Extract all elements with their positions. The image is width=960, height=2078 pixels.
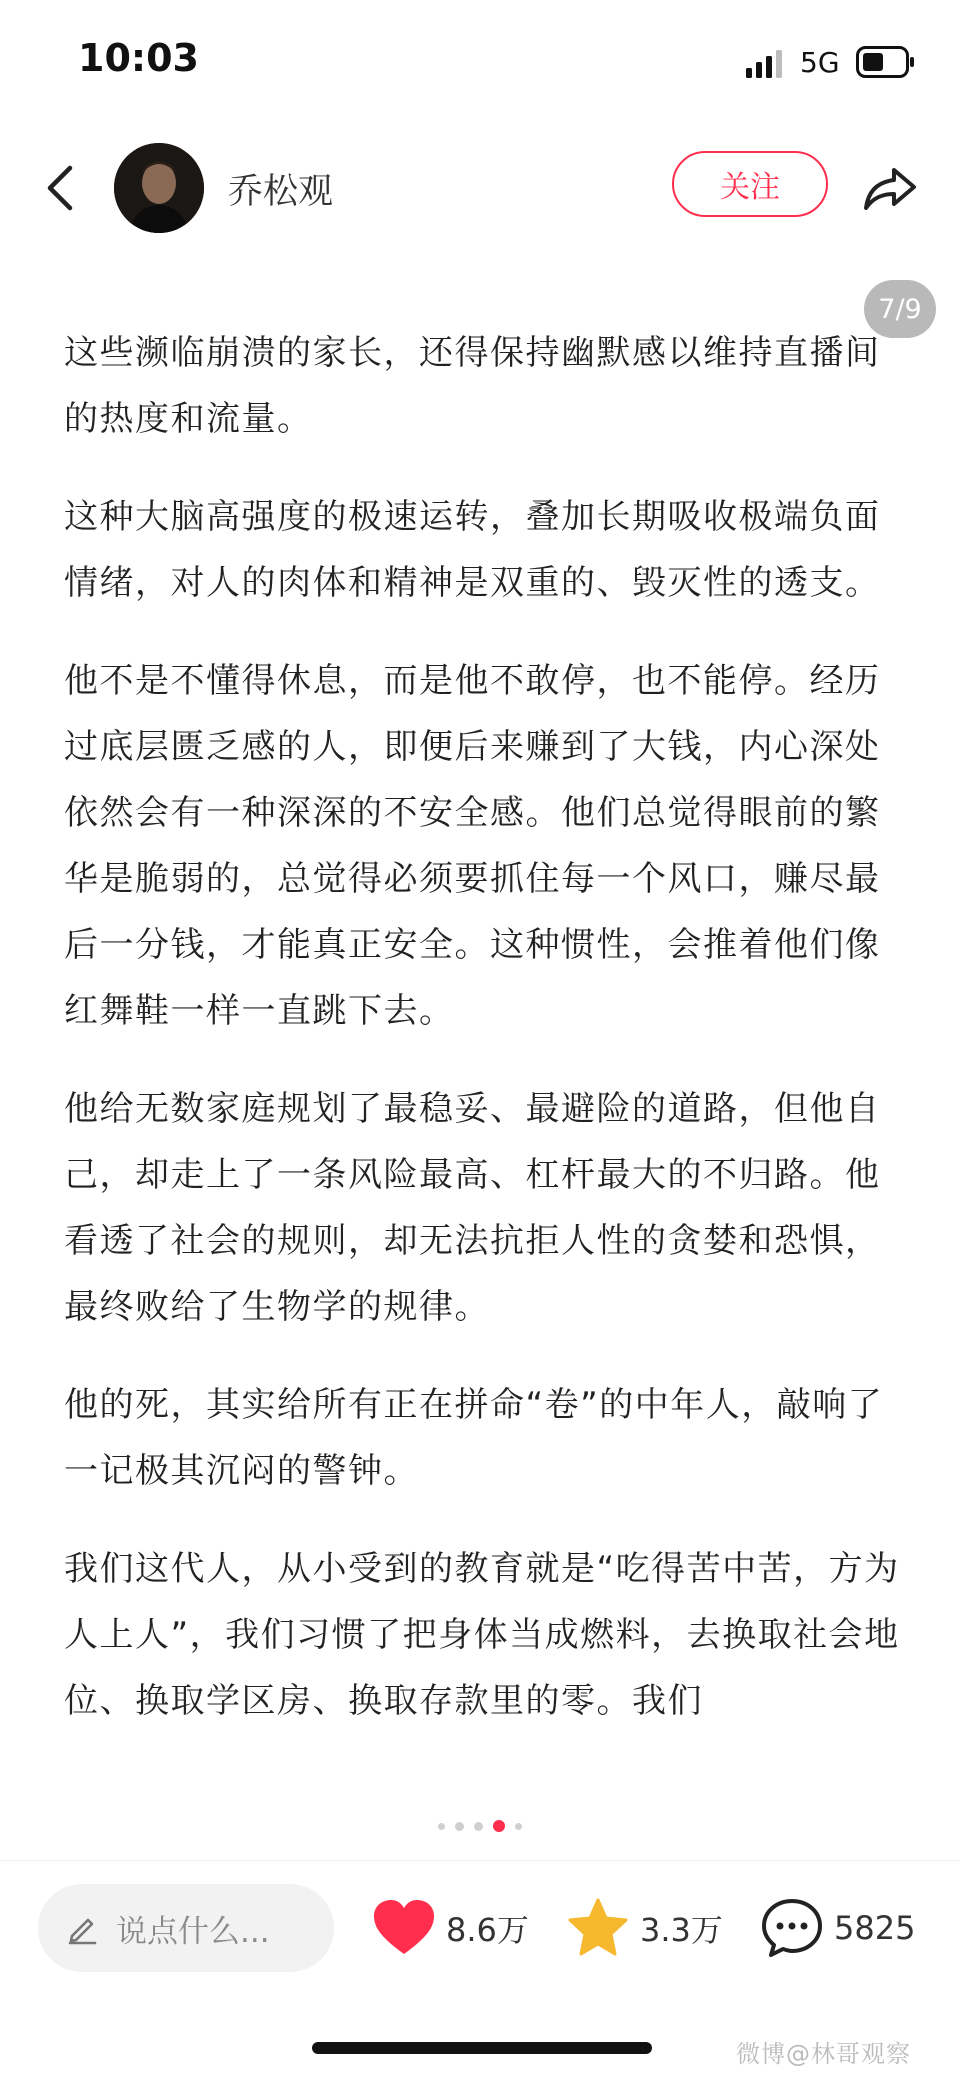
signal-icon: [746, 50, 786, 78]
pagination-dot-active[interactable]: [493, 1820, 505, 1832]
pagination-dot[interactable]: [455, 1822, 464, 1831]
collect-button[interactable]: [566, 1890, 723, 1966]
comment-bubble-icon: [760, 1897, 824, 1959]
pagination-dot[interactable]: [438, 1823, 445, 1830]
share-icon[interactable]: [860, 158, 920, 218]
paragraph: 我们这代人，从小受到的教育就是“吃得苦中苦，方为人上人”，我们习惯了把身体当成燃料，去换取社会地位、换取学区房、换取存款里的零。我们: [64, 1549, 900, 1721]
back-arrow-icon[interactable]: [38, 158, 86, 218]
status-time: 10:03: [78, 36, 199, 80]
pagination-dot[interactable]: [515, 1823, 522, 1830]
article-body: [64, 320, 904, 1766]
paragraph: 他的死，其实给所有正在拼命“卷”的中年人，敲响了一记极其沉闷的警钟。: [64, 1385, 884, 1491]
home-indicator[interactable]: [312, 2042, 652, 2054]
star-icon: [566, 1897, 630, 1959]
paragraph: 他给无数家庭规划了最稳妥、最避险的道路，但他自己，却走上了一条风险最高、杠杆最大的不归路。他看透了社会的规则，却无法抗拒人性的贪婪和恐惧，最终败给了生物学的规律。: [64, 1089, 881, 1327]
status-bar: [0, 0, 960, 120]
follow-button[interactable]: 关注: [672, 151, 828, 217]
comment-input[interactable]: [38, 1884, 334, 1972]
post-header: [0, 140, 960, 240]
pagination-dots: [0, 1820, 960, 1832]
network-label: 5G: [800, 46, 840, 79]
comment-placeholder: 说点什么...: [116, 1913, 270, 1950]
collect-count: 3.3万: [640, 1911, 723, 1949]
paragraph: 这些濒临崩溃的家长，还得保持幽默感以维持直播间的热度和流量。: [64, 333, 881, 439]
author-name[interactable]: 乔松观: [228, 172, 334, 212]
like-button[interactable]: [372, 1890, 529, 1966]
watermark: 微博@林哥观察: [736, 2040, 911, 2068]
paragraph: 他不是不懂得休息，而是他不敢停，也不能停。经历过底层匮乏感的人，即便后来赚到了大钱，内心深处依然会有一种深深的不安全感。他们总觉得眼前的繁华是脆弱的，总觉得必须要抓住每一个风口，赚尽最后一分钱，才能真正安全。这种惯性，会推着他们像红舞鞋一样一直跳下去。: [64, 661, 881, 1031]
bottom-divider: [0, 1860, 960, 1861]
like-count: 8.6万: [446, 1911, 529, 1949]
avatar-image: [114, 143, 204, 233]
battery-icon: [856, 46, 916, 78]
paragraph: 这种大脑高强度的极速运转，叠加长期吸收极端负面情绪，对人的肉体和精神是双重的、毁灭性的透支。: [64, 497, 881, 603]
comment-count: 5825: [834, 1909, 916, 1947]
image-page-counter: 7/9: [864, 280, 936, 338]
pagination-dot[interactable]: [474, 1822, 483, 1831]
pencil-icon: [64, 1910, 100, 1946]
heart-icon: [372, 1898, 436, 1958]
avatar[interactable]: [114, 143, 204, 233]
comment-button[interactable]: [760, 1890, 915, 1966]
